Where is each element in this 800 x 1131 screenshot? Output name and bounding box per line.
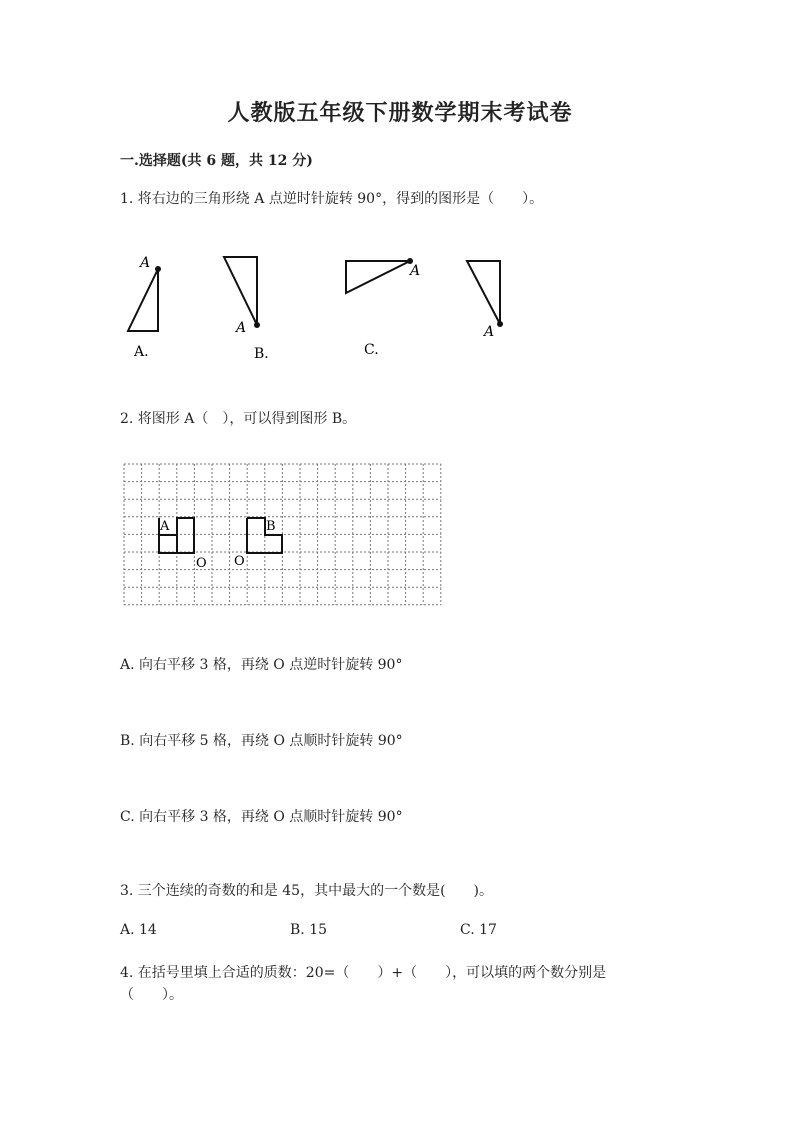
question-2-text: 2. 将图形 A（ ），可以得到图形 B。 — [120, 411, 357, 427]
option-c-label: C. — [364, 342, 379, 358]
shape-a — [159, 518, 194, 553]
triangle-original — [467, 261, 503, 340]
question-1-text: 1. 将右边的三角形绕 A 点逆时针旋转 90°，得到的图形是（ ）。 — [120, 191, 544, 207]
question-2-option-b: B. 向右平移 5 格，再绕 O 点顺时针旋转 90° — [120, 733, 403, 749]
section-heading: 一.选择题(共 6 题，共 12 分) — [120, 153, 313, 169]
vertex-label-a: A — [140, 255, 151, 271]
question-3-option-c: C. 17 — [460, 922, 497, 938]
page-title: 人教版五年级下册数学期末考试卷 — [227, 100, 573, 126]
shape-b — [247, 518, 282, 553]
question-4-text-line2: （ ）。 — [120, 987, 183, 1003]
question-3-option-b: B. 15 — [290, 922, 328, 938]
shape-a-label: A — [160, 519, 170, 534]
triangle-option-c — [346, 258, 420, 358]
point-o-right: O — [234, 554, 245, 569]
point-o-left: O — [196, 556, 207, 571]
question-2-grid-figure — [118, 460, 450, 612]
question-3-text: 3. 三个连续的奇数的和是 45，其中最大的一个数是( )。 — [120, 883, 493, 899]
triangle-option-b — [224, 257, 269, 362]
option-a-label: A. — [134, 344, 149, 360]
question-2-option-a: A. 向右平移 3 格，再绕 O 点逆时针旋转 90° — [120, 657, 403, 673]
vertex-label-original: A — [484, 324, 495, 340]
vertex-label-c: A — [410, 263, 421, 279]
option-b-label: B. — [254, 346, 269, 362]
question-4-text-line1: 4. 在括号里填上合适的质数：20=（ ）+（ ），可以填的两个数分别是 — [120, 965, 607, 981]
vertex-label-b: A — [236, 320, 247, 336]
question-2-option-c: C. 向右平移 3 格，再绕 O 点顺时针旋转 90° — [120, 809, 403, 825]
shape-b-label: B — [266, 519, 276, 534]
triangle-option-a — [128, 255, 161, 360]
question-3-option-a: A. 14 — [120, 922, 157, 938]
question-1-figures — [110, 240, 550, 370]
